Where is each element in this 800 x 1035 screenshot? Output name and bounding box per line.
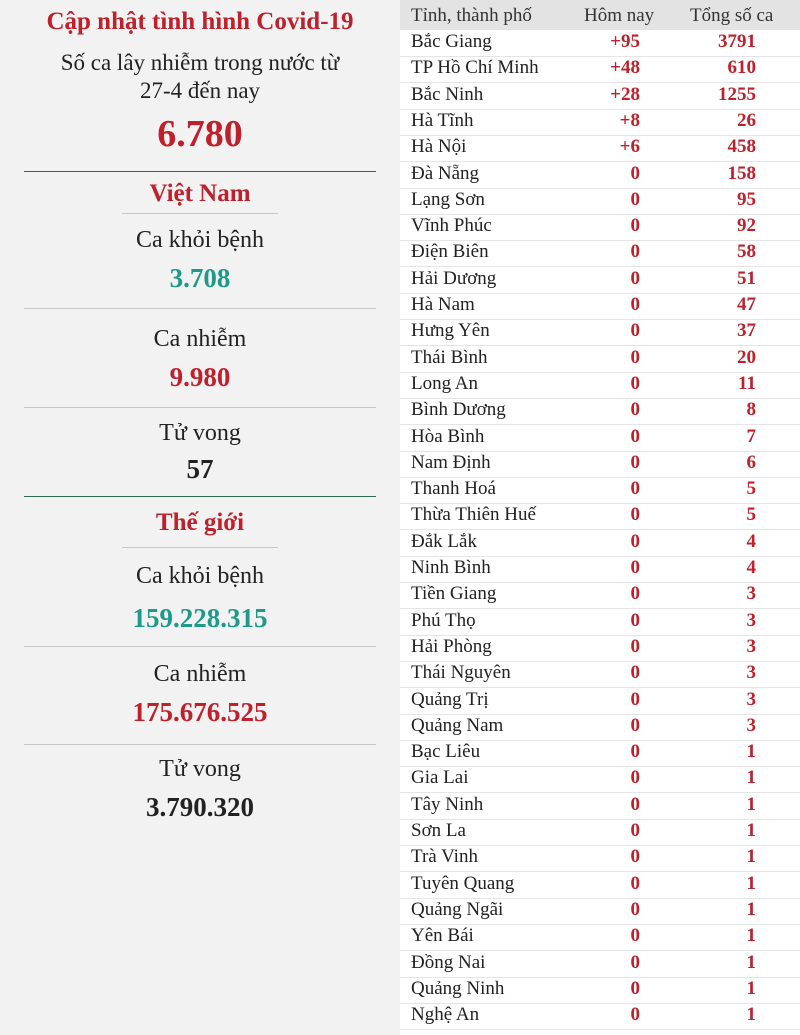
total-cases: 47 (737, 294, 756, 315)
total-cases: 3 (746, 714, 756, 736)
province-name: Thanh Hoá (411, 478, 496, 500)
province-name: Hòa Bình (411, 425, 485, 447)
today-cases: 0 (630, 635, 640, 657)
total-cases: 1255 (718, 83, 756, 105)
vietnam-recovered-value: 3.708 (169, 263, 231, 293)
today-cases: 0 (630, 294, 640, 315)
today-cases: 0 (630, 898, 640, 920)
today-cases: 0 (630, 346, 640, 368)
province-name: Yên Bái (411, 925, 474, 947)
world-infected-label: Ca nhiễm (153, 661, 247, 687)
column-header-province: Tỉnh, thành phố (411, 5, 532, 26)
today-cases: 0 (630, 951, 640, 973)
today-cases: 0 (630, 977, 640, 999)
today-cases: 0 (630, 215, 640, 237)
table-row (400, 689, 800, 715)
table-header (400, 0, 800, 30)
province-name: Hà Nội (411, 136, 467, 158)
table-row (400, 715, 800, 741)
page-title: Cập nhật tình hình Covid-19 (46, 8, 354, 35)
table-row (400, 925, 800, 951)
today-cases: 0 (630, 478, 640, 500)
province-name: Hà Nam (411, 294, 475, 315)
today-cases: +48 (610, 57, 640, 79)
province-name: Quảng Trị (411, 688, 489, 710)
table-row (400, 741, 800, 767)
vietnam-heading: Việt Nam (149, 180, 251, 207)
province-name: Bắc Giang (411, 31, 492, 52)
world-heading: Thế giới (155, 509, 245, 536)
table-row (400, 846, 800, 872)
total-cases: 3 (746, 688, 756, 710)
today-cases: 0 (630, 530, 640, 552)
table-row (400, 163, 800, 189)
table-row (400, 952, 800, 978)
today-cases: +6 (619, 136, 640, 158)
table-row (400, 241, 800, 267)
table-row (400, 504, 800, 530)
today-cases: 0 (630, 714, 640, 736)
table-row (400, 978, 800, 1004)
total-cases: 1 (746, 820, 756, 841)
world-recovered-value: 159.228.315 (132, 603, 268, 633)
total-cases: 1 (746, 741, 756, 763)
today-cases: 0 (630, 872, 640, 894)
province-name: Thái Nguyên (411, 662, 511, 684)
total-cases: 610 (727, 57, 756, 79)
total-cases: 95 (737, 188, 756, 210)
total-cases: 4 (746, 530, 756, 552)
table-row (400, 873, 800, 899)
province-name: Hưng Yên (411, 320, 490, 342)
table-row (400, 347, 800, 373)
divider (24, 308, 376, 309)
table-row (400, 820, 800, 846)
divider (122, 213, 278, 214)
province-name: Bắc Ninh (411, 83, 484, 105)
table-row (400, 320, 800, 346)
total-cases: 3 (746, 609, 756, 631)
province-name: Long An (411, 372, 479, 394)
total-cases: 1 (746, 925, 756, 947)
province-name: Sơn La (411, 820, 466, 841)
total-cases: 11 (738, 372, 756, 394)
table-row (400, 794, 800, 820)
province-table (400, 0, 800, 1035)
today-cases: 0 (630, 320, 640, 342)
total-cases: 20 (737, 346, 756, 368)
total-cases: 6 (746, 451, 756, 473)
today-cases: +28 (610, 83, 640, 105)
province-name: Quảng Ngãi (411, 898, 504, 920)
today-cases: 0 (630, 188, 640, 210)
province-name: Lạng Sơn (411, 188, 485, 210)
province-name: Tây Ninh (411, 793, 484, 815)
province-name: Nam Định (411, 451, 491, 473)
total-cases: 3 (746, 635, 756, 657)
total-cases: 3 (746, 583, 756, 605)
table-row (400, 767, 800, 793)
province-name: TP Hồ Chí Minh (411, 57, 539, 79)
table-row (400, 1004, 800, 1030)
table-row (400, 268, 800, 294)
vietnam-infected-label: Ca nhiễm (153, 326, 247, 352)
row-divider (400, 1029, 800, 1030)
total-cases: 92 (737, 215, 756, 237)
today-cases: 0 (630, 609, 640, 631)
province-name: Thái Bình (411, 346, 488, 368)
total-cases: 4 (746, 557, 756, 578)
province-name: Hà Tĩnh (411, 109, 474, 131)
world-deaths-label: Tử vong (159, 756, 241, 782)
total-cases: 8 (746, 399, 756, 421)
today-cases: 0 (630, 925, 640, 947)
today-cases: 0 (630, 451, 640, 473)
today-cases: 0 (630, 793, 640, 815)
total-cases: 5 (746, 478, 756, 500)
table-row (400, 373, 800, 399)
table-row (400, 426, 800, 452)
table-row (400, 294, 800, 320)
today-cases: 0 (630, 267, 640, 289)
province-name: Hải Phòng (411, 635, 492, 657)
province-name: Gia Lai (411, 767, 469, 789)
today-cases: +8 (619, 109, 640, 131)
total-cases: 1 (746, 767, 756, 789)
total-cases: 1 (746, 951, 756, 973)
total-cases: 458 (727, 136, 756, 158)
total-cases: 3791 (718, 31, 756, 52)
total-cases: 1 (746, 898, 756, 920)
total-cases: 37 (737, 320, 756, 342)
province-name: Đồng Nai (411, 951, 486, 973)
divider (24, 171, 376, 172)
province-name: Bình Dương (411, 399, 506, 421)
table-row (400, 189, 800, 215)
vietnam-deaths-label: Tử vong (159, 420, 241, 446)
table-row (400, 110, 800, 136)
column-header-total: Tổng số ca (690, 5, 774, 26)
column-header-today: Hôm nay (584, 5, 655, 26)
total-cases: 5 (746, 504, 756, 526)
total-cases: 158 (727, 162, 756, 184)
province-name: Trà Vinh (411, 846, 478, 868)
today-cases: +95 (610, 31, 640, 52)
vietnam-infected-value: 9.980 (169, 362, 231, 392)
total-cases: 58 (737, 241, 756, 263)
table-row (400, 662, 800, 688)
total-cases: 1 (746, 1004, 756, 1026)
table-row (400, 215, 800, 241)
province-name: Phú Thọ (411, 609, 476, 631)
today-cases: 0 (630, 767, 640, 789)
total-cases: 1 (746, 793, 756, 815)
table-row (400, 84, 800, 110)
today-cases: 0 (630, 557, 640, 578)
province-name: Ninh Bình (411, 557, 491, 578)
total-cases: 1 (746, 872, 756, 894)
today-cases: 0 (630, 820, 640, 841)
today-cases: 0 (630, 846, 640, 868)
table-row (400, 31, 800, 57)
table-row (400, 557, 800, 583)
subtitle-line1: Số ca lây nhiễm trong nước từ (60, 50, 340, 75)
total-cases: 1 (746, 977, 756, 999)
divider (122, 547, 278, 548)
province-name: Tiền Giang (411, 583, 497, 605)
table-row (400, 531, 800, 557)
today-cases: 0 (630, 741, 640, 763)
province-name: Đắk Lắk (411, 530, 477, 552)
divider (24, 496, 376, 497)
table-row (400, 478, 800, 504)
total-cases: 1 (746, 846, 756, 868)
table-row (400, 452, 800, 478)
table-row (400, 899, 800, 925)
today-cases: 0 (630, 504, 640, 526)
divider (24, 744, 376, 745)
total-cases: 7 (746, 425, 756, 447)
total-cases: 51 (737, 267, 756, 289)
province-name: Hải Dương (411, 267, 497, 289)
today-cases: 0 (630, 241, 640, 263)
today-cases: 0 (630, 425, 640, 447)
divider (24, 407, 376, 408)
table-row (400, 636, 800, 662)
province-name: Vĩnh Phúc (411, 215, 492, 237)
province-name: Bạc Liêu (411, 741, 481, 763)
table-row (400, 610, 800, 636)
province-name: Nghệ An (411, 1004, 480, 1026)
today-cases: 0 (630, 662, 640, 684)
domestic-total: 6.780 (157, 113, 243, 155)
today-cases: 0 (630, 1004, 640, 1026)
province-name: Quảng Ninh (411, 977, 505, 999)
total-cases: 3 (746, 662, 756, 684)
world-deaths-value: 3.790.320 (146, 792, 254, 822)
today-cases: 0 (630, 372, 640, 394)
province-name: Tuyên Quang (411, 872, 515, 894)
today-cases: 0 (630, 162, 640, 184)
province-name: Quảng Nam (411, 714, 504, 736)
world-recovered-label: Ca khỏi bệnh (136, 563, 264, 589)
vietnam-deaths-value: 57 (186, 454, 214, 484)
province-name: Điện Biên (411, 241, 489, 263)
table-row (400, 399, 800, 425)
divider (24, 646, 376, 647)
vietnam-recovered-label: Ca khỏi bệnh (136, 227, 264, 253)
table-row (400, 57, 800, 83)
province-name: Thừa Thiên Huế (411, 504, 536, 526)
subtitle-line2: 27-4 đến nay (139, 78, 261, 103)
today-cases: 0 (630, 399, 640, 421)
world-infected-value: 175.676.525 (132, 697, 268, 727)
today-cases: 0 (630, 688, 640, 710)
table-row (400, 136, 800, 162)
province-name: Đà Nẵng (411, 162, 480, 184)
total-cases: 26 (737, 109, 756, 131)
today-cases: 0 (630, 583, 640, 605)
table-row (400, 583, 800, 609)
